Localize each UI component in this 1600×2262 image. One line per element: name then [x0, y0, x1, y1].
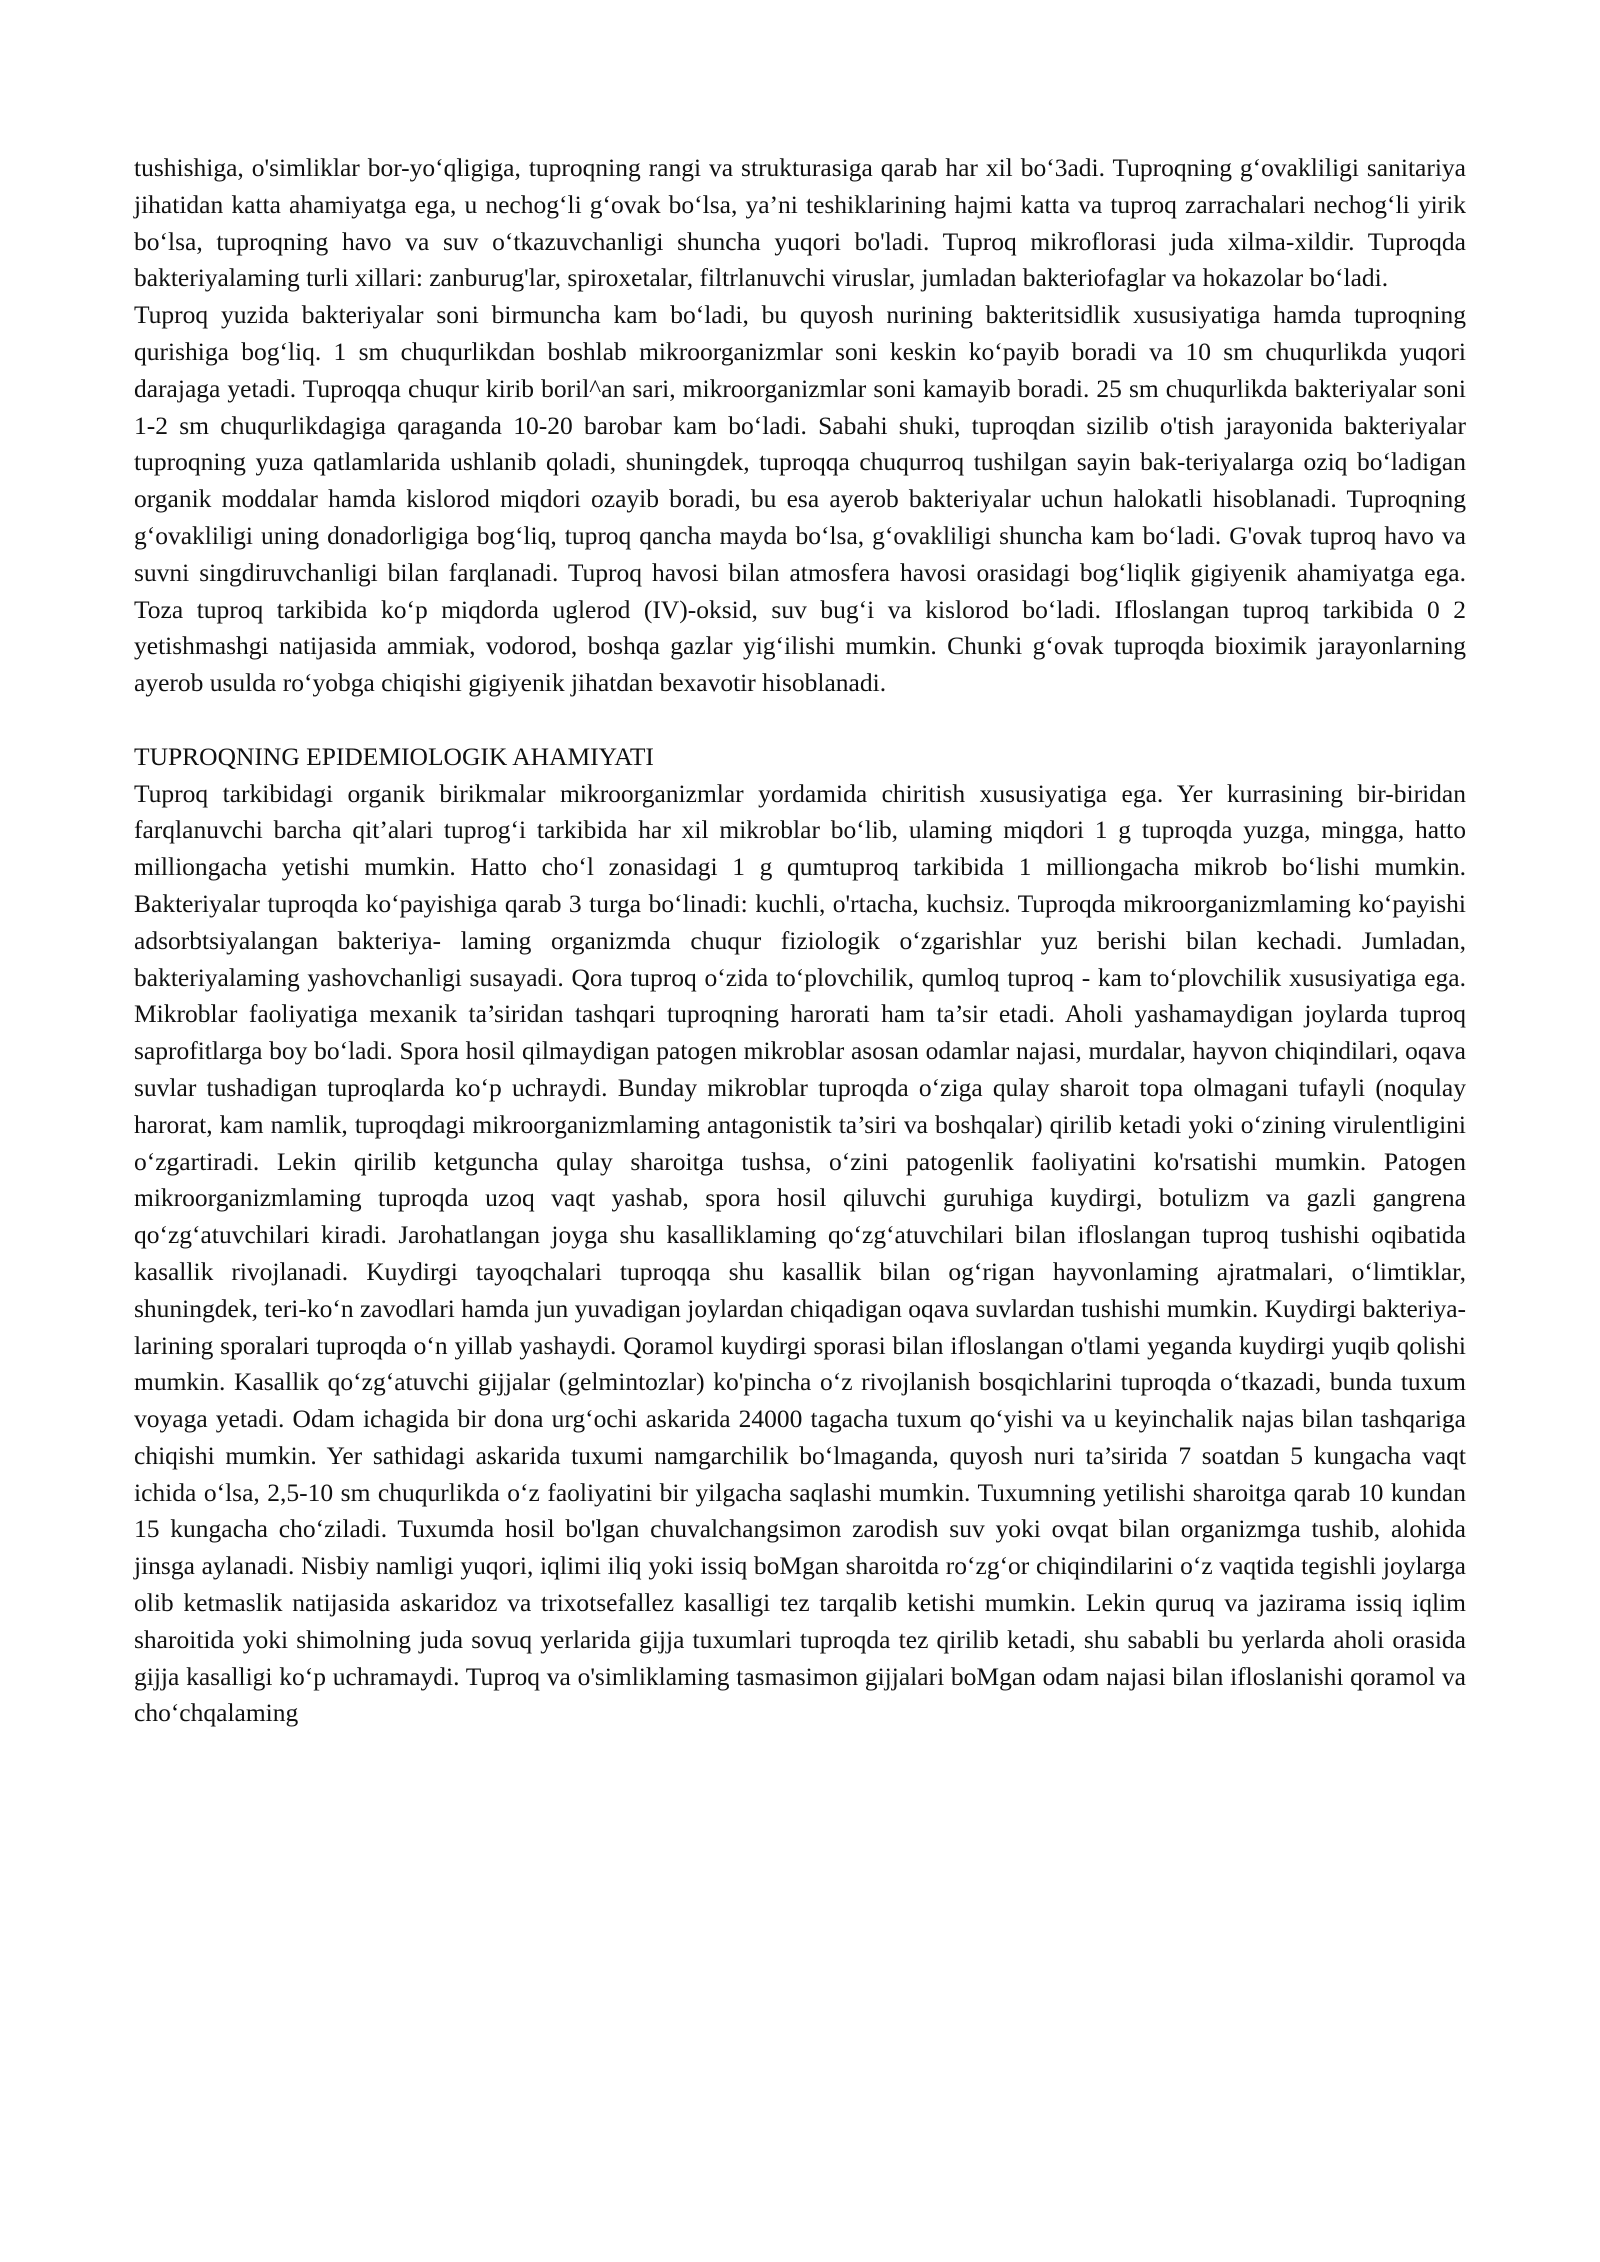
document-page [134, 150, 1466, 1732]
section-spacer [134, 702, 1466, 739]
paragraph-soil-bacteria-depth: Tuproq yuzida bakteriyalar soni birmuncha kam bo‘ladi, bu quyosh nurining bakteritsidlik xususiyatiga hamda tuproqning qurishiga bog‘liq. 1 sm chuqurlikdan boshlab mikroorganizmlar soni keskin ko‘payib boradi va 10 sm chuqurlikda yuqori darajaga yetadi. Tuproqqa chuqur kirib boril^an sari, mikroorganizmlar soni kamayib boradi. 25 sm chuqurlikda bakteriyalar soni 1-2 sm chuqurlikdagiga qaraganda 10-20 barobar kam bo‘ladi. Sabahi shuki, tuproqdan sizilib o'tish jarayonida bakteriyalar tuproqning yuza qatlamlarida ushlanib qoladi, shuningdek, tuproqqa chuqurroq tushilgan sayin bak-teriyalarga oziq bo‘ladigan organik moddalar hamda kislorod miqdori ozayib boradi, bu esa ayerob bakteriyalar uchun halokatli hisoblanadi. Tuproqning g‘ovakliligi uning donadorligiga bog‘liq, tuproq qancha mayda bo‘lsa, g‘ovakliligi shuncha kam bo‘ladi. G'ovak tuproq havo va suvni singdiruvchanligi bilan farqlanadi. Tuproq havosi bilan atmosfera havosi orasidagi bog‘liqlik gigiyenik ahamiyatga ega. Toza tuproq tarkibida ko‘p miqdorda uglerod (IV)-oksid, suv bug‘i va kislorod bo‘ladi. Ifloslangan tuproq tarkibida 0 2 yetishmashgi natijasida ammiak, vodorod, boshqa gazlar yig‘ilishi mumkin. Chunki g‘ovak tuproqda bioximik jarayonlarning ayerob usulda ro‘yobga chiqishi gigiyenik jihatdan bexavotir hisoblanadi. [134, 300, 1466, 698]
paragraph-soil-porosity: tushishiga, o'simliklar bor-yo‘qligiga, tuproqning rangi va strukturasiga qarab har xil bo‘3adi. Tuproqning g‘ovakliligi sanitariya jihatidan katta ahamiyatga ega, u nechog‘li g‘ovak bo‘lsa, ya’ni teshiklarining hajmi katta va tuproq zarrachalari nechog‘li yirik bo‘lsa, tuproqning havo va suv o‘tkazuvchanligi shuncha yuqori bo'ladi. Tuproq mikroflorasi juda xilma-xildir. Tuproqda bakteriyalaming turli xillari: zanburug'lar, spiroxetalar, filtrlanuvchi viruslar, jumladan bakteriofaglar va hokazolar bo‘ladi. [134, 153, 1466, 293]
paragraph-epidemiological-significance: Tuproq tarkibidagi organik birikmalar mikroorganizmlar yordamida chiritish xususiyatiga ega. Yer kurrasining bir-biridan farqlanuvchi barcha qit’alari tuprog‘i tarkibida har xil mikroblar bo‘lib, ulaming miqdori 1 g tuproqda yuzga, mingga, hatto milliongacha yetishi mumkin. Hatto cho‘l zonasidagi 1 g qumtuproq tarkibida 1 milliongacha mikrob bo‘lishi mumkin. Bakteriyalar tuproqda ko‘payishiga qarab 3 turga bo‘linadi: kuchli, o'rtacha, kuchsiz. Tuproqda mikroorganizmlaming ko‘payishi adsorbtsiyalangan bakteriya- laming organizmda chuqur fiziologik o‘zgarishlar yuz berishi bilan kechadi. Jumladan, bakteriyalaming yashovchanligi susayadi. Qora tuproq o‘zida to‘plovchilik, qumloq tuproq - kam to‘plovchilik xususiyatiga ega. Mikroblar faoliyatiga mexanik ta’siridan tashqari tuproqning harorati ham ta’sir etadi. Aholi yashamaydigan joylarda tuproq saprofitlarga boy bo‘ladi. Spora hosil qilmaydigan patogen mikroblar asosan odamlar najasi, murdalar, hayvon chiqindilari, oqava suvlar tushadigan tuproqlarda ko‘p uchraydi. Bunday mikroblar tuproqda o‘ziga qulay sharoit topa olmagani tufayli (noqulay harorat, kam namlik, tuproqdagi mikroorganizmlaming antagonistik ta’siri va boshqalar) qirilib ketadi yoki o‘zining virulentligini o‘zgartiradi. Lekin qirilib ketguncha qulay sharoitga tushsa, o‘zini patogenlik faoliyatini ko'rsatishi mumkin. Patogen mikroorganizmlaming tuproqda uzoq vaqt yashab, spora hosil qiluvchi guruhiga kuydirgi, botulizm va gazli gangrena qo‘zg‘atuvchilari kiradi. Jarohatlangan joyga shu kasalliklaming qo‘zg‘atuvchilari bilan ifloslangan tuproq tushishi oqibatida kasallik rivojlanadi. Kuydirgi tayoqchalari tuproqqa shu kasallik bilan og‘rigan hayvonlaming ajratmalari, o‘limtiklar, shuningdek, teri-ko‘n zavodlari hamda jun yuvadigan joylardan chiqadigan oqava suvlardan tushishi mumkin. Kuydirgi bakteriya- larining sporalari tuproqda o‘n yillab yashaydi. Qoramol kuydirgi sporasi bilan ifloslangan o'tlami yeganda kuydirgi yuqib qolishi mumkin. Kasallik qo‘zg‘atuvchi gijjalar (gelmintozlar) ko'pincha o‘z rivojlanish bosqichlarini tuproqda o‘tkazadi, bunda tuxum voyaga yetadi. Odam ichagida bir dona urg‘ochi askarida 24000 tagacha tuxum qo‘yishi va u keyinchalik najas bilan tashqariga chiqishi mumkin. Yer sathidagi askarida tuxumi namgarchilik bo‘lmaganda, quyosh nuri ta’sirida 7 soatdan 5 kungacha vaqt ichida o‘lsa, 2,5-10 sm chuqurlikda o‘z faoliyatini bir yilgacha saqlashi mumkin. Tuxumning yetilishi sharoitga qarab 10 kundan 15 kungacha cho‘ziladi. Tuxumda hosil bo'lgan chuvalchangsimon zarodish suv yoki ovqat bilan organizmga tushib, alohida jinsga aylanadi. Nisbiy namligi yuqori, iqlimi iliq yoki issiq boMgan sharoitda ro‘zg‘or chiqindilarini o‘z vaqtida tegishli joylarga olib ketmaslik natijasida askaridoz va trixotsefallez kasalligi tez tarqalib ketishi mumkin. Lekin quruq va jazirama issiq iqlim sharoitida yoki shimolning juda sovuq yerlarida gijja tuxumlari tuproqda tez qirilib ketadi, shu sababli bu yerlarda aholi orasida gijja kasalligi ko‘p uchramaydi. Tuproq va o'simliklaming tasmasimon gijjalari boMgan odam najasi bilan ifloslanishi qoramol va cho‘chqalaming [134, 778, 1466, 1728]
section-heading: TUPROQNING EPIDEMIOLOGIK AHAMIYATI [134, 741, 654, 771]
